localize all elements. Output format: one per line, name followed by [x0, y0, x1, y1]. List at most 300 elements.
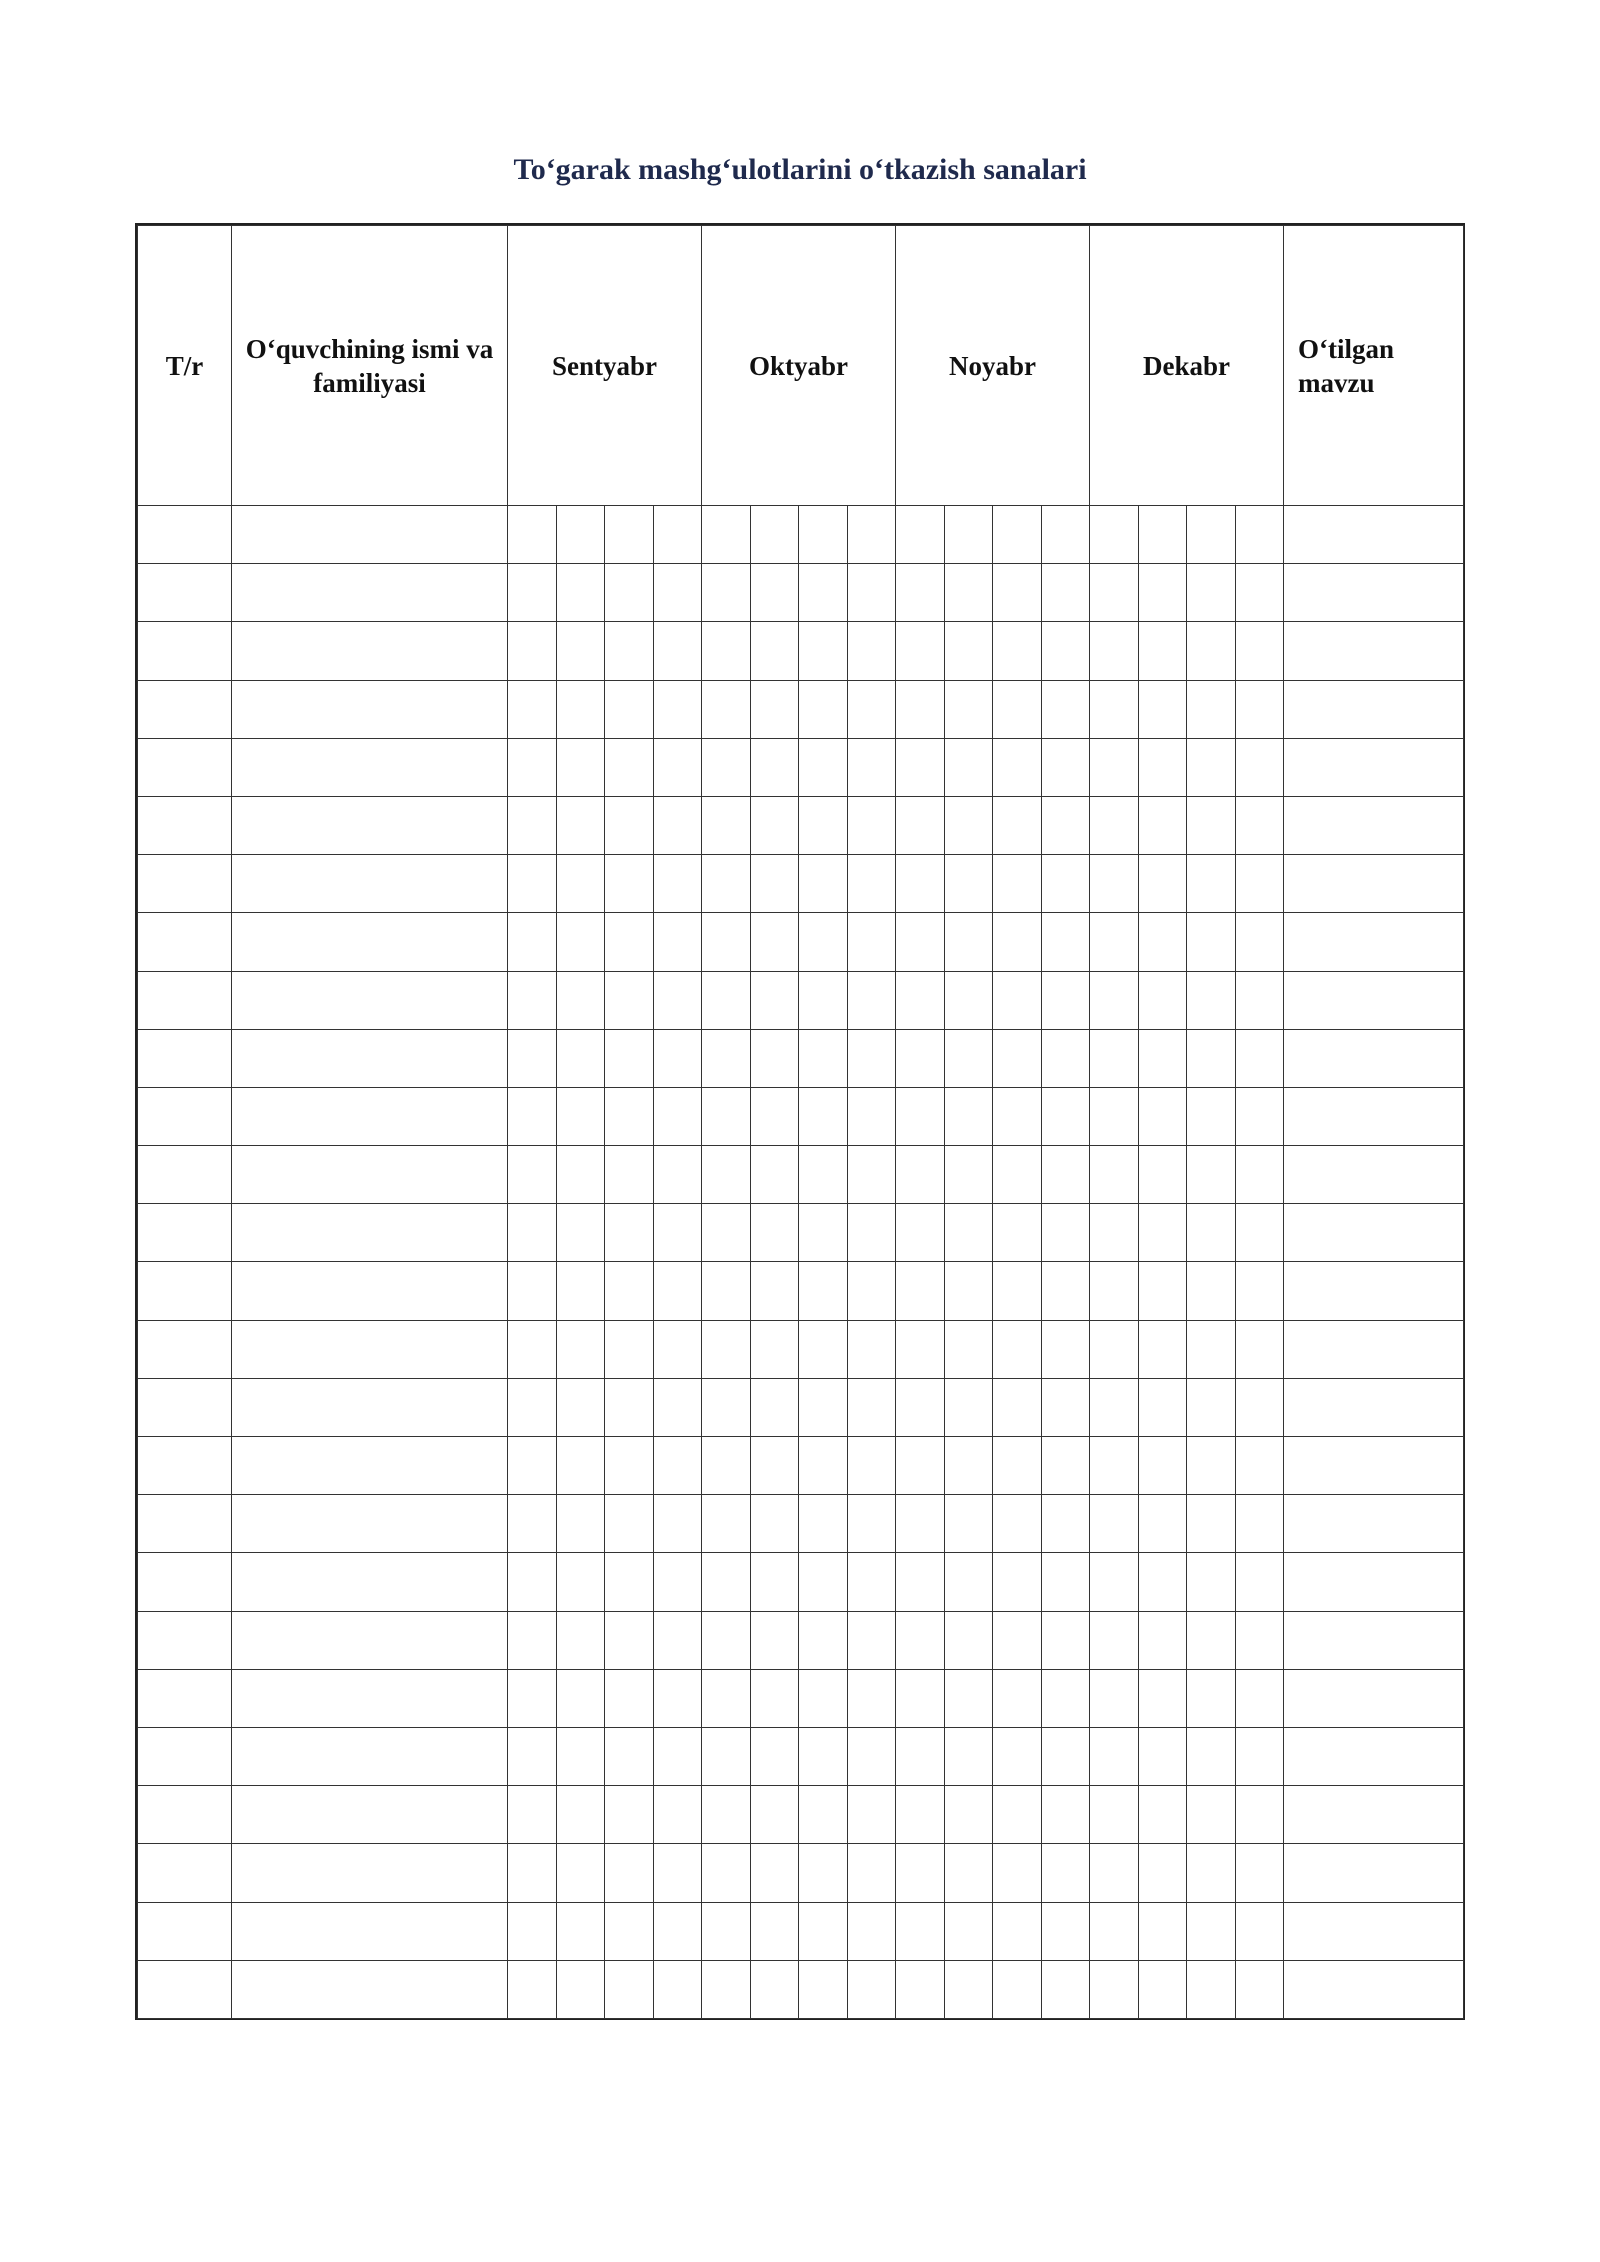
header-student-name: O‘quvchining ismi va familiyasi	[232, 226, 508, 506]
cell-student-name	[232, 796, 508, 854]
cell-number	[138, 1727, 232, 1785]
cell-session-date	[556, 1146, 605, 1204]
table-row	[138, 738, 1464, 796]
cell-session-date	[1041, 913, 1090, 971]
table-row	[138, 1495, 1464, 1553]
cell-session-date	[944, 1204, 993, 1262]
cell-session-date	[1235, 1029, 1284, 1087]
cell-session-date	[944, 1669, 993, 1727]
cell-session-date	[1187, 1378, 1236, 1436]
cell-session-date	[556, 680, 605, 738]
cell-session-date	[1041, 971, 1090, 1029]
cell-number	[138, 1087, 232, 1145]
cell-topic	[1284, 1727, 1464, 1785]
cell-session-date	[508, 1960, 557, 2018]
cell-student-name	[232, 680, 508, 738]
cell-session-date	[799, 1204, 848, 1262]
cell-session-date	[653, 1786, 702, 1844]
cell-session-date	[896, 1611, 945, 1669]
cell-session-date	[653, 1727, 702, 1785]
cell-session-date	[653, 564, 702, 622]
cell-session-date	[556, 1029, 605, 1087]
cell-session-date	[556, 1611, 605, 1669]
cell-session-date	[1090, 1320, 1139, 1378]
cell-session-date	[556, 796, 605, 854]
cell-session-date	[1138, 622, 1187, 680]
cell-session-date	[1138, 855, 1187, 913]
cell-session-date	[1041, 1960, 1090, 2018]
cell-topic	[1284, 1553, 1464, 1611]
cell-session-date	[1187, 855, 1236, 913]
cell-session-date	[993, 1437, 1042, 1495]
attendance-table	[137, 225, 1464, 2019]
cell-session-date	[556, 738, 605, 796]
header-month-dekabr: Dekabr	[1090, 226, 1284, 506]
cell-session-date	[1041, 680, 1090, 738]
cell-session-date	[1041, 1029, 1090, 1087]
cell-session-date	[508, 1146, 557, 1204]
cell-session-date	[1235, 1553, 1284, 1611]
cell-session-date	[1235, 738, 1284, 796]
cell-session-date	[556, 1378, 605, 1436]
cell-session-date	[1235, 1669, 1284, 1727]
cell-number	[138, 1029, 232, 1087]
header-month-noyabr: Noyabr	[896, 226, 1090, 506]
cell-session-date	[508, 1553, 557, 1611]
cell-session-date	[750, 1146, 799, 1204]
cell-session-date	[1090, 564, 1139, 622]
cell-number	[138, 1844, 232, 1902]
cell-session-date	[605, 1087, 654, 1145]
cell-session-date	[508, 1262, 557, 1320]
cell-session-date	[605, 1553, 654, 1611]
cell-session-date	[799, 738, 848, 796]
cell-topic	[1284, 1204, 1464, 1262]
table-row	[138, 1146, 1464, 1204]
cell-student-name	[232, 1146, 508, 1204]
cell-session-date	[1187, 564, 1236, 622]
cell-session-date	[702, 1553, 751, 1611]
cell-session-date	[847, 1204, 896, 1262]
cell-session-date	[847, 564, 896, 622]
cell-session-date	[847, 1495, 896, 1553]
cell-session-date	[605, 1204, 654, 1262]
table-row	[138, 1437, 1464, 1495]
cell-session-date	[1090, 1146, 1139, 1204]
cell-session-date	[702, 680, 751, 738]
cell-student-name	[232, 855, 508, 913]
cell-number	[138, 1146, 232, 1204]
cell-session-date	[1090, 1786, 1139, 1844]
cell-session-date	[1138, 1378, 1187, 1436]
cell-number	[138, 1669, 232, 1727]
cell-session-date	[1187, 1146, 1236, 1204]
cell-session-date	[1041, 622, 1090, 680]
cell-session-date	[799, 1029, 848, 1087]
cell-session-date	[653, 680, 702, 738]
cell-topic	[1284, 971, 1464, 1029]
cell-session-date	[1138, 1146, 1187, 1204]
table-row	[138, 1029, 1464, 1087]
cell-session-date	[896, 1844, 945, 1902]
cell-session-date	[1235, 622, 1284, 680]
cell-session-date	[1235, 1611, 1284, 1669]
cell-session-date	[944, 738, 993, 796]
cell-session-date	[1187, 1320, 1236, 1378]
cell-session-date	[799, 1611, 848, 1669]
table-row	[138, 1262, 1464, 1320]
header-month-oktyabr: Oktyabr	[702, 226, 896, 506]
cell-session-date	[1138, 1204, 1187, 1262]
cell-session-date	[799, 564, 848, 622]
cell-session-date	[1187, 1727, 1236, 1785]
cell-session-date	[799, 855, 848, 913]
cell-session-date	[847, 1960, 896, 2018]
cell-session-date	[702, 913, 751, 971]
cell-session-date	[896, 1786, 945, 1844]
cell-session-date	[508, 1204, 557, 1262]
cell-number	[138, 1902, 232, 1960]
cell-session-date	[653, 622, 702, 680]
cell-session-date	[750, 1844, 799, 1902]
cell-session-date	[1138, 1960, 1187, 2018]
cell-session-date	[944, 1844, 993, 1902]
cell-number	[138, 1553, 232, 1611]
cell-session-date	[896, 1029, 945, 1087]
page-title: To‘garak mashg‘ulotlarini o‘tkazish sanalari	[513, 153, 1087, 186]
cell-session-date	[750, 796, 799, 854]
cell-session-date	[1138, 971, 1187, 1029]
cell-session-date	[1235, 1320, 1284, 1378]
cell-student-name	[232, 738, 508, 796]
cell-session-date	[847, 1669, 896, 1727]
cell-session-date	[993, 1727, 1042, 1785]
cell-session-date	[1090, 1029, 1139, 1087]
cell-session-date	[702, 1378, 751, 1436]
cell-topic	[1284, 622, 1464, 680]
cell-session-date	[896, 1437, 945, 1495]
cell-session-date	[993, 1611, 1042, 1669]
cell-session-date	[1041, 738, 1090, 796]
cell-session-date	[944, 1437, 993, 1495]
cell-session-date	[847, 1320, 896, 1378]
cell-session-date	[702, 855, 751, 913]
cell-number	[138, 971, 232, 1029]
cell-session-date	[556, 1902, 605, 1960]
cell-student-name	[232, 1378, 508, 1436]
cell-session-date	[847, 1146, 896, 1204]
cell-session-date	[508, 738, 557, 796]
cell-topic	[1284, 1611, 1464, 1669]
cell-session-date	[1090, 1204, 1139, 1262]
cell-session-date	[605, 1960, 654, 2018]
cell-session-date	[1090, 1844, 1139, 1902]
cell-session-date	[993, 1320, 1042, 1378]
cell-session-date	[605, 1902, 654, 1960]
cell-number	[138, 1960, 232, 2018]
cell-session-date	[993, 622, 1042, 680]
cell-session-date	[605, 1727, 654, 1785]
cell-session-date	[896, 1495, 945, 1553]
cell-session-date	[653, 855, 702, 913]
cell-session-date	[1090, 1902, 1139, 1960]
cell-session-date	[702, 622, 751, 680]
cell-session-date	[1235, 1146, 1284, 1204]
cell-session-date	[556, 622, 605, 680]
cell-session-date	[1041, 1262, 1090, 1320]
cell-session-date	[508, 680, 557, 738]
cell-session-date	[799, 1786, 848, 1844]
cell-session-date	[896, 1727, 945, 1785]
cell-session-date	[1090, 1495, 1139, 1553]
table-row	[138, 971, 1464, 1029]
cell-session-date	[1235, 1204, 1284, 1262]
table-row	[138, 622, 1464, 680]
cell-session-date	[799, 1553, 848, 1611]
cell-session-date	[1235, 1960, 1284, 2018]
cell-session-date	[702, 1727, 751, 1785]
cell-session-date	[702, 1960, 751, 2018]
cell-session-date	[556, 1087, 605, 1145]
cell-session-date	[750, 1320, 799, 1378]
cell-topic	[1284, 564, 1464, 622]
cell-topic	[1284, 855, 1464, 913]
cell-session-date	[993, 738, 1042, 796]
table-row	[138, 913, 1464, 971]
cell-session-date	[1041, 506, 1090, 564]
cell-topic	[1284, 913, 1464, 971]
table-row	[138, 855, 1464, 913]
cell-session-date	[799, 1262, 848, 1320]
cell-session-date	[750, 622, 799, 680]
table-row	[138, 1960, 1464, 2018]
cell-session-date	[508, 1902, 557, 1960]
cell-session-date	[944, 1146, 993, 1204]
cell-session-date	[556, 506, 605, 564]
cell-session-date	[896, 680, 945, 738]
cell-session-date	[896, 1902, 945, 1960]
cell-session-date	[605, 1669, 654, 1727]
cell-session-date	[1187, 1553, 1236, 1611]
cell-session-date	[896, 1553, 945, 1611]
cell-session-date	[605, 680, 654, 738]
cell-session-date	[1090, 622, 1139, 680]
cell-session-date	[1138, 1902, 1187, 1960]
cell-session-date	[702, 1029, 751, 1087]
cell-student-name	[232, 1669, 508, 1727]
table-row	[138, 680, 1464, 738]
cell-session-date	[508, 1495, 557, 1553]
cell-session-date	[1090, 796, 1139, 854]
table-row	[138, 1902, 1464, 1960]
cell-session-date	[1090, 1669, 1139, 1727]
cell-session-date	[896, 506, 945, 564]
cell-session-date	[1090, 1611, 1139, 1669]
cell-session-date	[847, 971, 896, 1029]
cell-session-date	[896, 1087, 945, 1145]
cell-number	[138, 1204, 232, 1262]
cell-session-date	[944, 1029, 993, 1087]
cell-session-date	[896, 1146, 945, 1204]
cell-topic	[1284, 680, 1464, 738]
cell-session-date	[896, 1669, 945, 1727]
cell-session-date	[847, 1786, 896, 1844]
cell-number	[138, 855, 232, 913]
cell-student-name	[232, 1087, 508, 1145]
cell-session-date	[896, 1320, 945, 1378]
cell-topic	[1284, 738, 1464, 796]
cell-session-date	[1187, 1437, 1236, 1495]
cell-session-date	[993, 1204, 1042, 1262]
cell-number	[138, 564, 232, 622]
table-row	[138, 1320, 1464, 1378]
header-number: T/r	[138, 226, 232, 506]
cell-session-date	[653, 1262, 702, 1320]
cell-session-date	[1235, 1786, 1284, 1844]
cell-session-date	[1187, 1204, 1236, 1262]
cell-session-date	[1235, 855, 1284, 913]
cell-session-date	[605, 1611, 654, 1669]
cell-session-date	[847, 1611, 896, 1669]
cell-topic	[1284, 1960, 1464, 2018]
cell-session-date	[605, 1786, 654, 1844]
cell-session-date	[1187, 796, 1236, 854]
cell-session-date	[847, 1087, 896, 1145]
cell-number	[138, 680, 232, 738]
cell-session-date	[702, 1262, 751, 1320]
cell-session-date	[847, 1844, 896, 1902]
cell-session-date	[1041, 855, 1090, 913]
cell-session-date	[702, 1786, 751, 1844]
cell-session-date	[556, 1204, 605, 1262]
cell-session-date	[702, 1146, 751, 1204]
cell-session-date	[1138, 1437, 1187, 1495]
cell-session-date	[1235, 1902, 1284, 1960]
cell-student-name	[232, 1727, 508, 1785]
cell-topic	[1284, 1844, 1464, 1902]
cell-session-date	[944, 1553, 993, 1611]
cell-session-date	[508, 1437, 557, 1495]
cell-session-date	[750, 1378, 799, 1436]
cell-session-date	[653, 1495, 702, 1553]
table-row	[138, 506, 1464, 564]
cell-session-date	[944, 1087, 993, 1145]
cell-session-date	[605, 913, 654, 971]
cell-session-date	[1090, 971, 1139, 1029]
cell-session-date	[1090, 738, 1139, 796]
cell-student-name	[232, 506, 508, 564]
cell-session-date	[750, 1553, 799, 1611]
cell-session-date	[1235, 564, 1284, 622]
cell-session-date	[1090, 1087, 1139, 1145]
cell-number	[138, 1378, 232, 1436]
cell-session-date	[556, 1262, 605, 1320]
cell-topic	[1284, 1437, 1464, 1495]
cell-session-date	[993, 1262, 1042, 1320]
cell-session-date	[1235, 1437, 1284, 1495]
cell-session-date	[702, 1844, 751, 1902]
cell-session-date	[750, 1960, 799, 2018]
header-row	[138, 226, 1464, 506]
cell-session-date	[799, 1320, 848, 1378]
cell-session-date	[556, 1553, 605, 1611]
cell-session-date	[1187, 971, 1236, 1029]
cell-session-date	[1041, 1320, 1090, 1378]
table-row	[138, 1844, 1464, 1902]
cell-topic	[1284, 506, 1464, 564]
cell-session-date	[750, 1262, 799, 1320]
cell-student-name	[232, 1553, 508, 1611]
cell-session-date	[653, 1611, 702, 1669]
cell-session-date	[944, 1902, 993, 1960]
cell-session-date	[799, 680, 848, 738]
cell-session-date	[1187, 1087, 1236, 1145]
cell-session-date	[702, 1902, 751, 1960]
cell-session-date	[508, 1320, 557, 1378]
cell-session-date	[1187, 680, 1236, 738]
cell-session-date	[1187, 1844, 1236, 1902]
cell-session-date	[1235, 913, 1284, 971]
cell-topic	[1284, 1320, 1464, 1378]
cell-session-date	[702, 1437, 751, 1495]
cell-session-date	[1187, 1960, 1236, 2018]
cell-session-date	[799, 1437, 848, 1495]
table-row	[138, 1727, 1464, 1785]
cell-session-date	[1235, 1495, 1284, 1553]
cell-session-date	[605, 1844, 654, 1902]
cell-student-name	[232, 913, 508, 971]
cell-session-date	[702, 1611, 751, 1669]
cell-session-date	[1041, 1727, 1090, 1785]
cell-session-date	[944, 1960, 993, 2018]
table-row	[138, 1378, 1464, 1436]
cell-session-date	[702, 506, 751, 564]
cell-session-date	[1090, 1262, 1139, 1320]
cell-session-date	[1138, 913, 1187, 971]
cell-session-date	[1041, 1844, 1090, 1902]
cell-session-date	[653, 1146, 702, 1204]
cell-student-name	[232, 1029, 508, 1087]
cell-number	[138, 913, 232, 971]
cell-topic	[1284, 1262, 1464, 1320]
cell-session-date	[508, 506, 557, 564]
cell-session-date	[605, 564, 654, 622]
cell-session-date	[750, 1611, 799, 1669]
cell-session-date	[799, 1146, 848, 1204]
cell-session-date	[847, 1262, 896, 1320]
cell-session-date	[556, 1320, 605, 1378]
cell-session-date	[556, 1844, 605, 1902]
cell-session-date	[653, 1844, 702, 1902]
cell-session-date	[847, 1902, 896, 1960]
cell-session-date	[944, 913, 993, 971]
cell-session-date	[799, 1844, 848, 1902]
cell-session-date	[702, 564, 751, 622]
cell-student-name	[232, 1902, 508, 1960]
cell-session-date	[750, 1495, 799, 1553]
cell-student-name	[232, 622, 508, 680]
cell-session-date	[1138, 1262, 1187, 1320]
cell-session-date	[653, 971, 702, 1029]
cell-session-date	[1090, 1437, 1139, 1495]
cell-number	[138, 1786, 232, 1844]
cell-session-date	[556, 913, 605, 971]
cell-session-date	[799, 622, 848, 680]
cell-session-date	[605, 855, 654, 913]
cell-session-date	[556, 1786, 605, 1844]
cell-session-date	[653, 1553, 702, 1611]
cell-session-date	[1138, 1786, 1187, 1844]
